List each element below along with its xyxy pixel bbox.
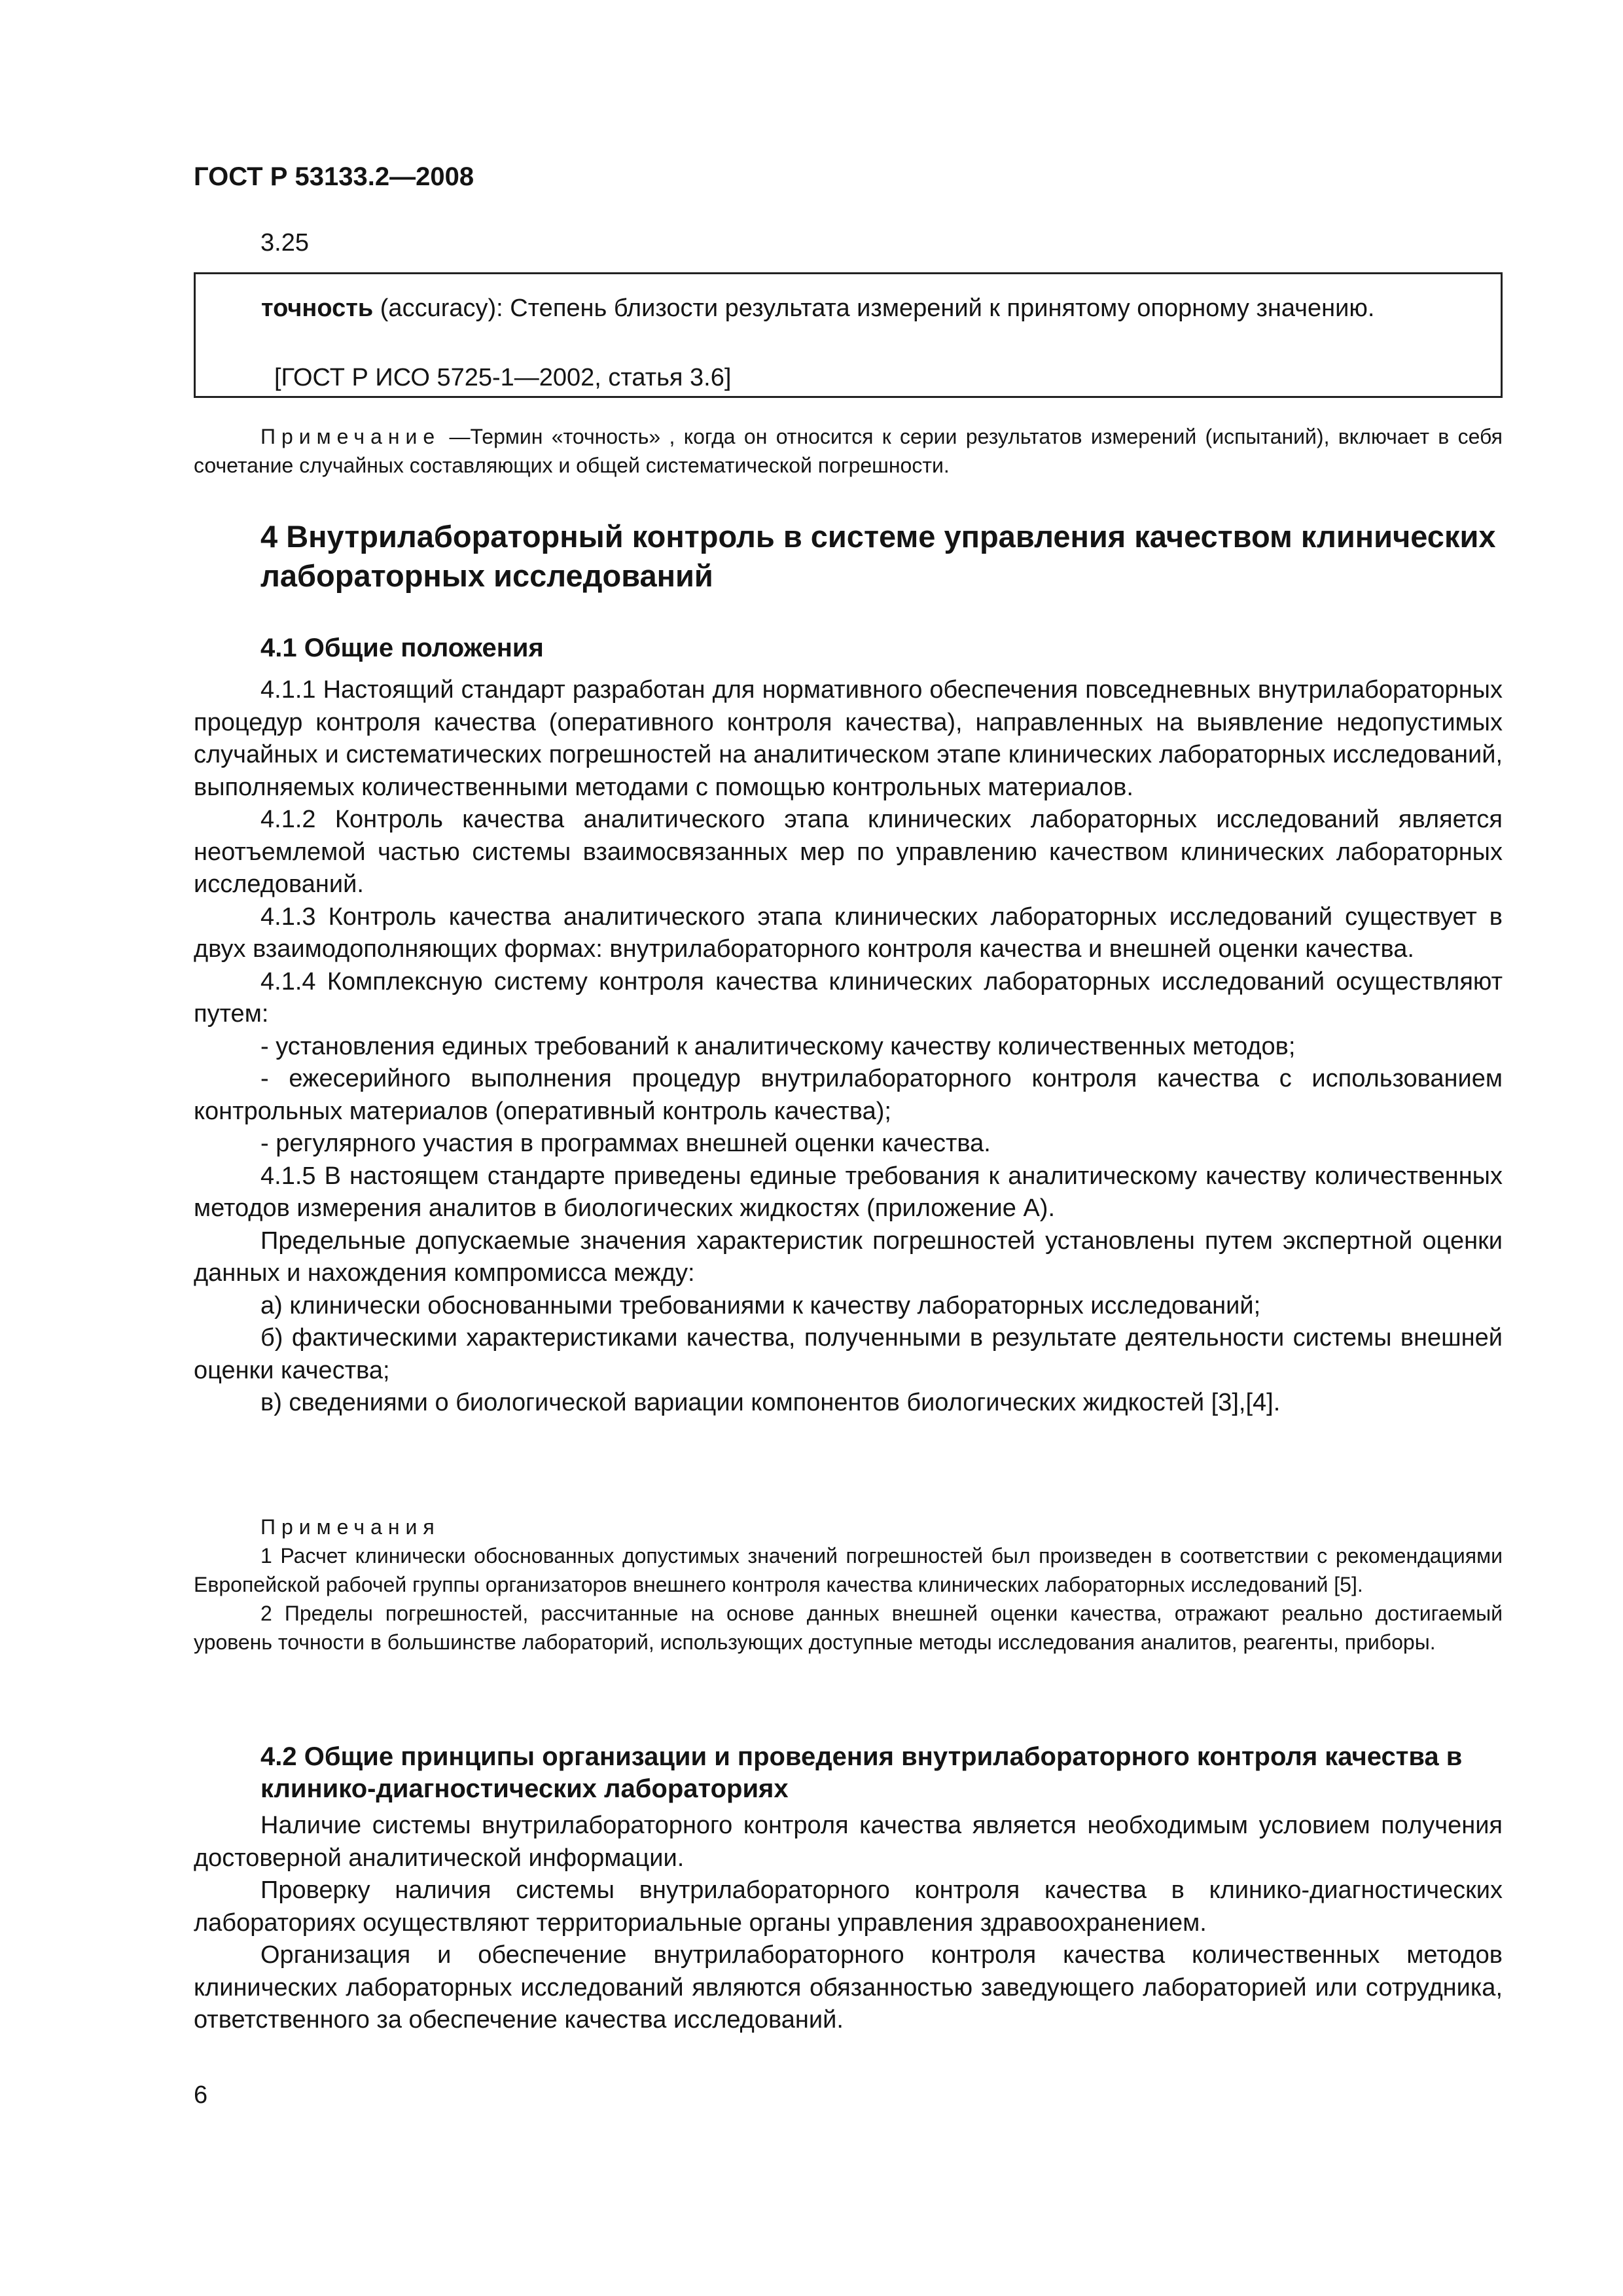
notes [194,1541,1503,1657]
term-definition-box [194,272,1503,398]
list-item: - регулярного участия в программах внешней оценки качества. [260,1130,991,1157]
list-item: - установления единых требований к аналитическому качеству количественных методов; [260,1032,1296,1060]
paragraph: 4.1.5 В настоящем стандарте приведены единые требования к аналитическому качеству количественных методов измерения аналитов в биологических жидкостях (приложение А). [194,1162,1503,1222]
list-item: а) клинически обоснованными требованиями к качеству лабораторных исследований; [260,1291,1261,1319]
note-item: 1 Расчет клинически обоснованных допустимых значений погрешностей был произведен в соответствии с рекомендациями Европейской рабочей группы организаторов внешнего контроля качества клинических лабораторных исследований [5]. [194,1544,1503,1596]
term-note-label: Примечание [260,425,441,448]
section-4-1-title: 4.1 Общие положения [260,634,544,662]
term-reference: [ГОСТ Р ИСО 5725-1—2002, статья 3.6] [274,364,732,391]
term-number: 3.25 [260,229,309,257]
notes-label: Примечания [260,1515,440,1539]
paragraph: 4.1.4 Комплексную систему контроля качества клинических лабораторных исследований осуществляют путем: [194,967,1503,1028]
list-item: б) фактическими характеристиками качества, полученными в результате деятельности системы внешней оценки качества; [194,1324,1503,1384]
paragraph: 4.1.3 Контроль качества аналитического этапа клинических лабораторных исследований существует в двух взаимодополняющих формах: внутрилабораторного контроля качества и внешней оценки качества. [194,903,1503,963]
term-name: точность [261,295,374,322]
list-item: в) сведениями о биологической вариации компонентов биологических жидкостей [3],[4]. [260,1389,1281,1416]
paragraph: Организация и обеспечение внутрилабораторного контроля качества количественных методов клинических лабораторных исследований являются обязанностью заведующего лабораторией или сотрудника, ответственного за обеспечение качества исследований. [194,1941,1503,2034]
list-item: - ежесерийного выполнения процедур внутрилабораторного контроля качества с использованием контрольных материалов (оперативный контроль качества); [194,1065,1503,1125]
page-number: 6 [194,2081,208,2109]
section-4-1-body [194,674,1503,1420]
term-definition [196,291,1498,325]
paragraph: Предельные допускаемые значения характеристик погрешностей установлены путем экспертной оценки данных и нахождения компромисса между: [194,1227,1503,1287]
section-4-2-title: 4.2 Общие принципы организации и проведения внутрилабораторного контроля качества в клинико-диагностических лабораториях [260,1742,1463,1803]
note-item: 2 Пределы погрешностей, рассчитанные на основе данных внешней оценки качества, отражают реально достигаемый уровень точности в большинстве лабораторий, использующих доступные методы исследования аналитов, реагенты, приборы. [194,1602,1503,1654]
term-definition-text: (accuracy): Степень близости результата измерений к принятому опорному значению. [380,295,1375,322]
paragraph: Наличие системы внутрилабораторного контроля качества является необходимым условием получения достоверной аналитической информации. [194,1812,1503,1872]
term-note [194,422,1503,480]
section-4-title: 4 Внутрилабораторный контроль в системе управления качеством клинических лабораторных исследований [260,519,1496,593]
document-header: ГОСТ Р 53133.2—2008 [194,162,474,191]
section-4-2-body [194,1810,1503,2037]
paragraph: Проверку наличия системы внутрилабораторного контроля качества в клинико-диагностических лабораториях осуществляют территориальные органы управления здравоохранением. [194,1876,1503,1937]
term-note-text: —Термин «точность» , когда он относится к серии результатов измерений (испытаний), включает в себя сочетание случайных составляющих и общей систематической погрешности. [194,425,1503,477]
paragraph: 4.1.1 Настоящий стандарт разработан для нормативного обеспечения повседневных внутрилабораторных процедур контроля качества (оперативного контроля качества), направленных на выявление недопустимых случайных и систематических погрешностей на аналитическом этапе клинических лабораторных исследований, выполняемых количественными методами с помощью контрольных материалов. [194,676,1503,801]
paragraph: 4.1.2 Контроль качества аналитического этапа клинических лабораторных исследований является неотъемлемой частью системы взаимосвязанных мер по управлению качеством клинических лабораторных исследований. [194,806,1503,898]
